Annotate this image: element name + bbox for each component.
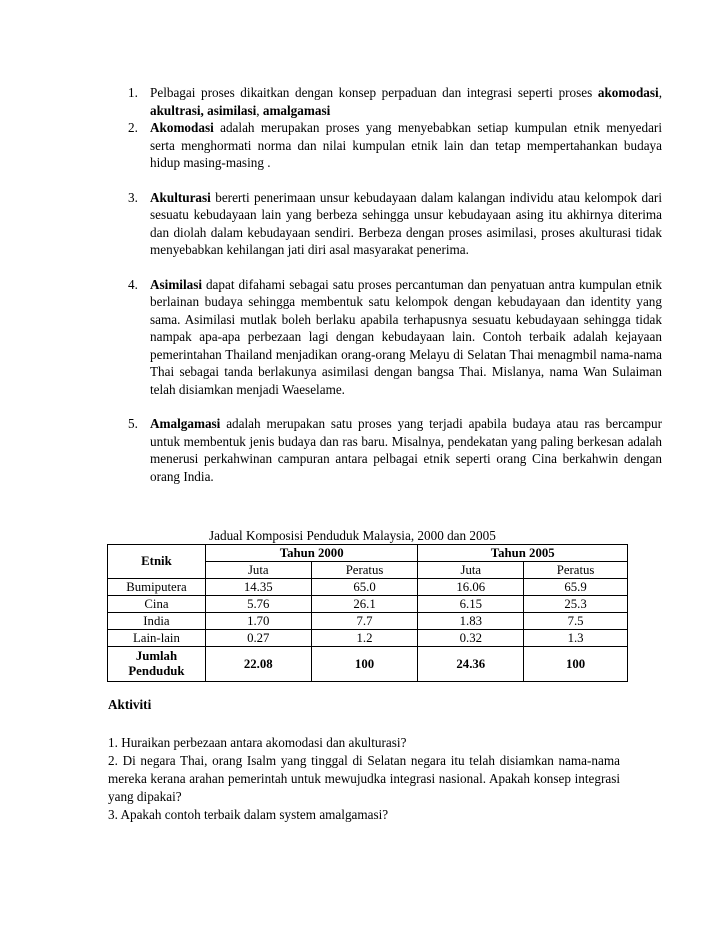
subheader-juta: Juta — [418, 562, 524, 579]
col-header-etnik: Etnik — [108, 545, 206, 579]
item-text — [150, 277, 662, 397]
total-cell: 100 — [524, 647, 628, 682]
list-item — [128, 119, 662, 172]
term-bold: akomodasi — [597, 85, 659, 100]
table-row — [108, 613, 628, 630]
cell: India — [108, 613, 206, 630]
subheader-peratus: Peratus — [311, 562, 418, 579]
text-run: , — [256, 102, 263, 118]
item-number: 5. — [128, 416, 138, 431]
concept-list — [108, 84, 662, 485]
cell: 0.32 — [418, 630, 524, 647]
cell: 6.15 — [418, 596, 524, 613]
total-row — [108, 647, 628, 682]
table-row — [108, 579, 628, 596]
item-text — [150, 416, 662, 484]
item-text — [150, 85, 662, 118]
total-label — [108, 647, 206, 682]
cell: 7.5 — [524, 613, 628, 630]
table-row — [108, 630, 628, 647]
table-row — [108, 596, 628, 613]
aktiviti-heading: Aktiviti — [108, 697, 152, 712]
table-title: Jadual Komposisi Penduduk Malaysia, 2000 dan 2005 — [209, 528, 496, 543]
item-text — [150, 190, 662, 258]
question-3: 3. Apakah contoh terbaik dalam system amalgamasi? — [108, 807, 389, 822]
list-item — [128, 189, 662, 259]
total-cell: 22.08 — [205, 647, 311, 682]
question-2: 2. Di negara Thai, orang Isalm yang tinggal di Selatan negara itu telah disiamkan nama-nama mereka kerana arahan pemerintah untuk mewujudka integrasi nasional. Apakah konsep integrasi yang dipakai? — [108, 753, 620, 804]
item-number: 2. — [128, 120, 138, 135]
item-number: 1. — [128, 85, 138, 100]
total-cell: 100 — [311, 647, 418, 682]
cell: Bumiputera — [108, 579, 206, 596]
subheader-juta: Juta — [205, 562, 311, 579]
text-run: dapat difahami sebagai satu proses percantuman dan penyatuan antra kumpulan etnik berlainan budaya sehingga membentuk satu kelompok dengan kebudayaan dan identity yang sama. Asimilasi mutlak boleh berlaku apabila terhapusnya sesuatu kebudayaan sehingga tidak nampak apa-apa perbezaan lagi dengan kebudayaan lain. Contoh terbaik adalah kejayaan pemerintahan Thailand menjadikan orang-orang Melayu di Selatan Thai menagmbil nama-nama Thai sebagai tanda berlakunya asimilasi dengan bangsa Thai. Mislanya, nama Wan Sulaiman telah disiamkan menjadi Waeselame. — [150, 276, 662, 397]
col-header-year-2005: Tahun 2005 — [418, 545, 628, 562]
item-number: 3. — [128, 189, 138, 205]
term-bold: Akulturasi — [150, 189, 211, 205]
cell: 65.9 — [524, 579, 628, 596]
subheader-peratus: Peratus — [524, 562, 628, 579]
cell: 5.76 — [205, 596, 311, 613]
col-header-year-2000: Tahun 2000 — [205, 545, 418, 562]
term-bold: Amalgamasi — [150, 416, 221, 431]
term-bold: akultrasi, asimilasi — [150, 102, 257, 118]
cell: 7.7 — [311, 613, 418, 630]
cell: 0.27 — [205, 630, 311, 647]
question-1: 1. Huraikan perbezaan antara akomodasi dan akulturasi? — [108, 735, 407, 750]
cell: 26.1 — [311, 596, 418, 613]
cell: 1.83 — [418, 613, 524, 630]
text-run: , — [658, 85, 662, 100]
total-label-line2: Penduduk — [128, 664, 185, 678]
list-item — [128, 415, 662, 485]
cell: Lain-lain — [108, 630, 206, 647]
item-number: 4. — [128, 276, 138, 292]
item-text — [150, 120, 662, 170]
cell: 1.70 — [205, 613, 311, 630]
cell: 16.06 — [418, 579, 524, 596]
cell: 1.3 — [524, 630, 628, 647]
text-run: adalah merupakan satu proses yang terjadi apabila budaya atau ras bercampur untuk membentuk jenis budaya dan ras baru. Misalnya, pendekatan yang paling berkesan adalah menerusi perkahwinan campuran antara pelbagai etnik seperti orang Cina berkahwin dengan orang India. — [150, 416, 662, 484]
term-bold: amalgamasi — [262, 102, 331, 118]
list-item — [128, 84, 662, 119]
cell: 65.0 — [311, 579, 418, 596]
list-item — [128, 276, 662, 399]
cell: Cina — [108, 596, 206, 613]
term-bold: Akomodasi — [150, 120, 214, 135]
cell: 14.35 — [205, 579, 311, 596]
total-cell: 24.36 — [418, 647, 524, 682]
total-label-line1: Jumlah — [135, 649, 178, 663]
cell: 25.3 — [524, 596, 628, 613]
text-run: adalah merupakan proses yang menyebabkan setiap kumpulan etnik menyedari serta menghormati norma dan nilai kumpulan etnik lain dan tetap mempertahankan budaya hidup masing-masing . — [150, 120, 662, 170]
population-table — [107, 544, 628, 682]
text-run: Pelbagai proses dikaitkan dengan konsep perpaduan dan integrasi seperti proses — [150, 85, 598, 100]
cell: 1.2 — [311, 630, 418, 647]
term-bold: Asimilasi — [150, 276, 203, 292]
text-run: bererti penerimaan unsur kebudayaan dalam kalangan individu atau kelompok dari sesuatu kebudayaan lain yang berbeza sehingga unsur kebudayaan asing itu akhirnya diterima dan diolah dalam kebudayaan sendiri. Berbeza dengan proses asimilasi, proses akulturasi tidak menyebabkan kehilangan jati diri asal masyarakat penerima. — [150, 189, 662, 257]
